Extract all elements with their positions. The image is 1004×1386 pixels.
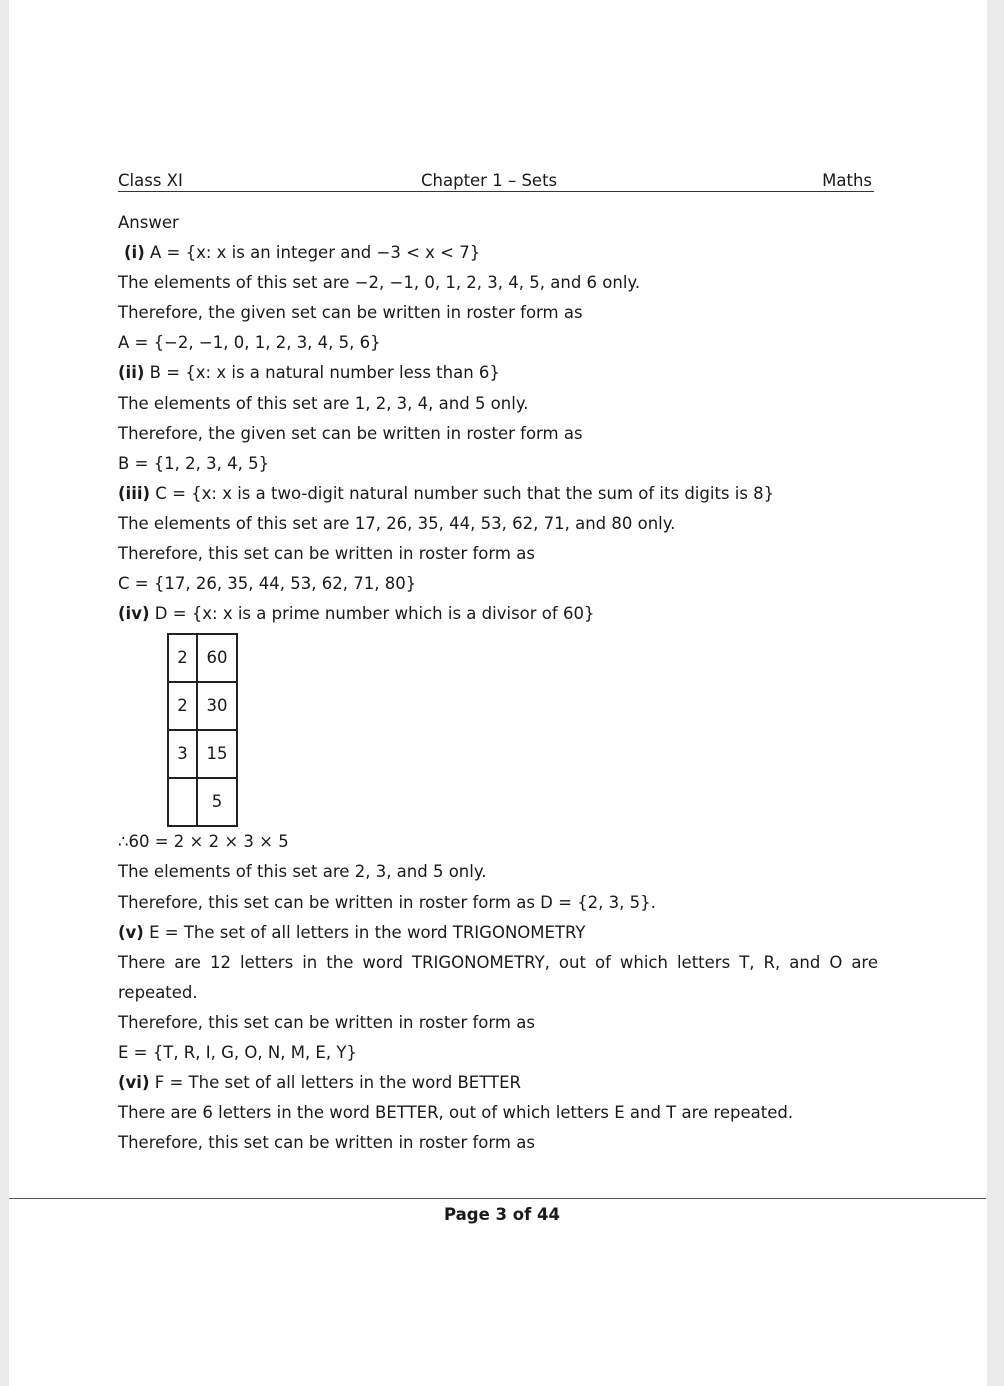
division-table [167, 633, 238, 827]
part-vi-elements: There are 6 letters in the word BETTER, out of which letters E and T are repeated. [118, 1103, 794, 1123]
part-ii-label: (ii) [118, 363, 145, 383]
part-iii-roster: C = {17, 26, 35, 44, 53, 62, 71, 80} [118, 574, 417, 594]
part-i-elements: The elements of this set are −2, −1, 0, 1, 2, 3, 4, 5, and 6 only. [118, 273, 641, 293]
part-iv-factorization: ∴60 = 2 × 2 × 3 × 5 [118, 832, 289, 852]
part-iii-set: C = {x: x is a two-digit natural number such that the sum of its digits is 8} [150, 483, 775, 503]
dividend-cell: 60 [197, 634, 237, 682]
part-v-roster-intro: Therefore, this set can be written in roster form as [118, 1012, 535, 1032]
dividend-cell: 5 [197, 778, 237, 826]
page-number: Page 3 of 44 [444, 1205, 560, 1224]
part-i-label: (i) [124, 243, 145, 263]
part-i-roster: A = {−2, −1, 0, 1, 2, 3, 4, 5, 6} [118, 333, 381, 353]
divisor-cell [168, 778, 197, 826]
part-vi-set: F = The set of all letters in the word BETTER [149, 1073, 521, 1093]
part-ii-elements: The elements of this set are 1, 2, 3, 4, and 5 only. [118, 393, 529, 413]
part-ii-definition [118, 358, 878, 388]
part-ii-roster: B = {1, 2, 3, 4, 5} [118, 453, 270, 473]
answer-content [118, 208, 878, 1158]
division-row [168, 778, 237, 826]
part-v-definition [118, 918, 878, 948]
part-iv-label: (iv) [118, 604, 150, 624]
page-header [118, 170, 874, 192]
part-i-definition [118, 238, 878, 268]
header-chapter: Chapter 1 – Sets [421, 171, 558, 190]
part-i-set: A = {x: x is an integer and −3 < x < 7} [144, 243, 481, 263]
dividend-cell: 15 [197, 730, 237, 778]
division-row [168, 634, 237, 682]
part-v-roster: E = {T, R, I, G, O, N, M, E, Y} [118, 1042, 357, 1062]
part-vi-definition [118, 1068, 878, 1098]
part-iii-definition [118, 479, 878, 509]
part-iii-elements: The elements of this set are 17, 26, 35, 44, 53, 62, 71, and 80 only. [118, 513, 676, 533]
dividend-cell: 30 [197, 682, 237, 730]
part-ii-roster-intro: Therefore, the given set can be written in roster form as [118, 423, 583, 443]
header-subject: Maths [822, 171, 872, 190]
division-row [168, 682, 237, 730]
header-class: Class XI [118, 171, 183, 190]
part-ii-set: B = {x: x is a natural number less than 6} [144, 363, 500, 383]
part-iii-roster-intro: Therefore, this set can be written in roster form as [118, 544, 535, 564]
footer-divider [9, 1198, 986, 1199]
part-iv-elements: The elements of this set are 2, 3, and 5 only. [118, 862, 487, 882]
part-iv-set: D = {x: x is a prime number which is a divisor of 60} [149, 604, 595, 624]
part-iv-definition [118, 599, 878, 629]
divisor-cell: 3 [168, 730, 197, 778]
part-v-label: (v) [118, 922, 144, 942]
part-vi-roster-intro: Therefore, this set can be written in roster form as [118, 1133, 535, 1153]
part-v-elements: There are 12 letters in the word TRIGONOMETRY, out of which letters T, R, and O are repeated. [118, 952, 878, 1002]
part-iv-roster: Therefore, this set can be written in roster form as D = {2, 3, 5}. [118, 892, 656, 912]
part-iii-label: (iii) [118, 483, 151, 503]
divisor-cell: 2 [168, 682, 197, 730]
part-vi-label: (vi) [118, 1073, 150, 1093]
division-row [168, 730, 237, 778]
divisor-cell: 2 [168, 634, 197, 682]
part-i-roster-intro: Therefore, the given set can be written in roster form as [118, 303, 583, 323]
answer-heading: Answer [118, 213, 179, 232]
part-v-set: E = The set of all letters in the word TRIGONOMETRY [143, 922, 586, 942]
